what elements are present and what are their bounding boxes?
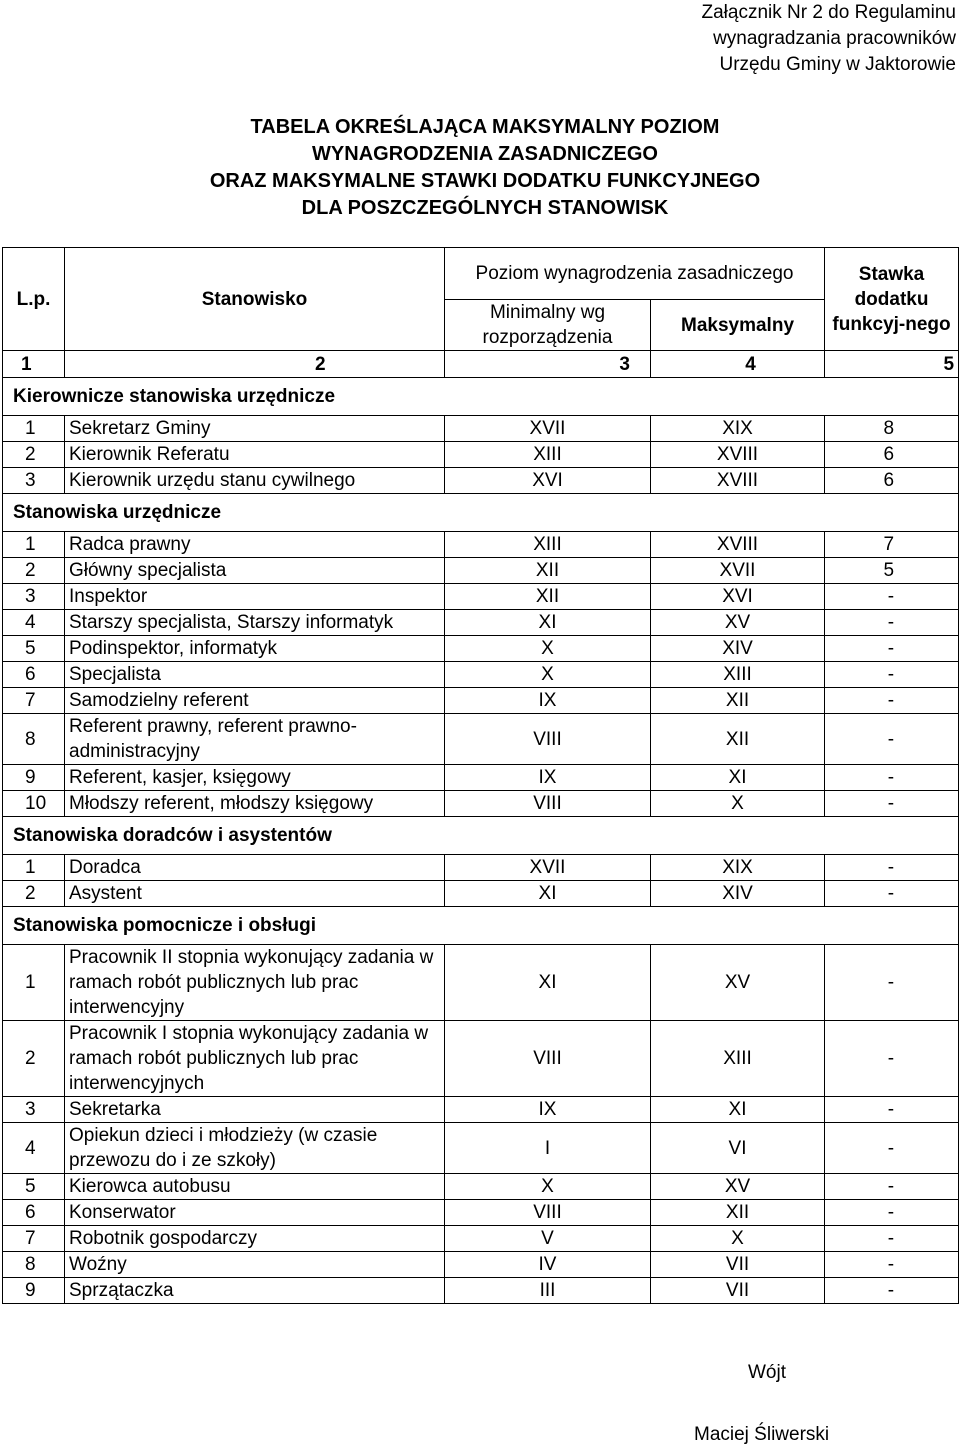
cell-lp: 3 (3, 1097, 65, 1123)
cell-stawka: - (825, 1252, 959, 1278)
cell-maksymalny: XI (651, 765, 825, 791)
cell-stawka: - (825, 1021, 959, 1097)
cell-minimalny: X (445, 662, 651, 688)
signature-role: Wójt (748, 1362, 786, 1383)
cell-minimalny: XI (445, 610, 651, 636)
table-row (3, 610, 959, 636)
cell-maksymalny: XVIII (651, 468, 825, 494)
cell-stawka: - (825, 1097, 959, 1123)
annex-line-3: Urzędu Gminy w Jaktorowie (719, 54, 956, 75)
cell-maksymalny: XIV (651, 881, 825, 907)
cell-stanowisko: Samodzielny referent (65, 688, 445, 714)
section-row (3, 494, 959, 532)
table-row (3, 1021, 959, 1097)
table-row (3, 442, 959, 468)
table-row (3, 584, 959, 610)
cell-stawka: - (825, 662, 959, 688)
section-title: Stanowiska doradców i asystentów (3, 817, 959, 855)
section-title: Stanowiska pomocnicze i obsługi (3, 907, 959, 945)
cell-stanowisko: Główny specjalista (65, 558, 445, 584)
annex-line-1: Załącznik Nr 2 do Regulaminu (701, 2, 956, 23)
table-row (3, 468, 959, 494)
cell-lp: 5 (3, 1174, 65, 1200)
cell-maksymalny: XII (651, 714, 825, 765)
title-line-1: TABELA OKREŚLAJĄCA MAKSYMALNY POZIOM (250, 116, 720, 138)
header-stawka: Stawka dodatku funkcyj-nego (825, 248, 959, 351)
cell-stanowisko: Sprzątaczka (65, 1278, 445, 1304)
cell-maksymalny: XI (651, 1097, 825, 1123)
header-poziom: Poziom wynagrodzenia zasadniczego (445, 248, 825, 300)
cell-minimalny: VIII (445, 1021, 651, 1097)
cell-stanowisko: Asystent (65, 881, 445, 907)
cell-stawka: - (825, 855, 959, 881)
cell-stanowisko: Specjalista (65, 662, 445, 688)
cell-lp: 10 (3, 791, 65, 817)
cell-lp: 1 (3, 945, 65, 1021)
table-row (3, 714, 959, 765)
cell-maksymalny: XVIII (651, 442, 825, 468)
annex-line-2: wynagradzania pracowników (713, 28, 956, 49)
cell-stanowisko: Młodszy referent, młodszy księgowy (65, 791, 445, 817)
cell-stanowisko: Radca prawny (65, 532, 445, 558)
cell-maksymalny: VI (651, 1123, 825, 1174)
cell-maksymalny: XIX (651, 855, 825, 881)
cell-maksymalny: XVI (651, 584, 825, 610)
salary-table (2, 247, 959, 1304)
table-row (3, 558, 959, 584)
table-row (3, 1226, 959, 1252)
table-row (3, 1174, 959, 1200)
cell-stanowisko: Sekretarka (65, 1097, 445, 1123)
cell-stanowisko: Sekretarz Gminy (65, 416, 445, 442)
cell-lp: 9 (3, 765, 65, 791)
cell-lp: 6 (3, 1200, 65, 1226)
header-num-1: 1 (3, 351, 65, 378)
cell-stanowisko: Robotnik gospodarczy (65, 1226, 445, 1252)
cell-maksymalny: XVII (651, 558, 825, 584)
cell-stawka: - (825, 714, 959, 765)
cell-lp: 3 (3, 468, 65, 494)
cell-lp: 7 (3, 688, 65, 714)
cell-stanowisko: Podinspektor, informatyk (65, 636, 445, 662)
cell-minimalny: XII (445, 558, 651, 584)
cell-lp: 5 (3, 636, 65, 662)
cell-minimalny: IV (445, 1252, 651, 1278)
cell-stanowisko: Kierowca autobusu (65, 1174, 445, 1200)
cell-stawka: - (825, 688, 959, 714)
cell-maksymalny: XII (651, 688, 825, 714)
cell-lp: 1 (3, 855, 65, 881)
table-row (3, 532, 959, 558)
cell-minimalny: V (445, 1226, 651, 1252)
header-num-5: 5 (825, 351, 959, 378)
cell-stawka: - (825, 1278, 959, 1304)
cell-stawka: 7 (825, 532, 959, 558)
cell-stawka: - (825, 1226, 959, 1252)
title-line-2: WYNAGRODZENIA ZASADNICZEGO (312, 143, 658, 165)
cell-maksymalny: XIX (651, 416, 825, 442)
cell-stanowisko: Starszy specjalista, Starszy informatyk (65, 610, 445, 636)
section-row (3, 907, 959, 945)
cell-maksymalny: XV (651, 945, 825, 1021)
table-body (3, 378, 959, 1304)
table-row (3, 855, 959, 881)
table-row (3, 1252, 959, 1278)
cell-stawka: - (825, 765, 959, 791)
section-row (3, 378, 959, 416)
table-row (3, 765, 959, 791)
title-line-3: ORAZ MAKSYMALNE STAWKI DODATKU FUNKCYJNEGO (209, 170, 761, 192)
cell-lp: 2 (3, 881, 65, 907)
header-maksymalny: Maksymalny (651, 300, 825, 351)
cell-maksymalny: XIV (651, 636, 825, 662)
cell-minimalny: XIII (445, 442, 651, 468)
cell-stawka: - (825, 881, 959, 907)
table-row (3, 636, 959, 662)
cell-maksymalny: XIII (651, 662, 825, 688)
cell-minimalny: IX (445, 765, 651, 791)
cell-minimalny: XIII (445, 532, 651, 558)
section-title: Kierownicze stanowiska urzędnicze (3, 378, 959, 416)
cell-stanowisko: Kierownik urzędu stanu cywilnego (65, 468, 445, 494)
cell-maksymalny: X (651, 1226, 825, 1252)
cell-stanowisko: Referent prawny, referent prawno-administracyjny (65, 714, 445, 765)
table-row (3, 662, 959, 688)
cell-stanowisko: Pracownik II stopnia wykonujący zadania w ramach robót publicznych lub prac interwencyjny (65, 945, 445, 1021)
annex-note (701, 0, 956, 78)
table-row (3, 688, 959, 714)
cell-stanowisko: Opiekun dzieci i młodzieży (w czasie przewozu do i ze szkoły) (65, 1123, 445, 1174)
cell-stawka: 6 (825, 468, 959, 494)
cell-stawka: - (825, 636, 959, 662)
cell-lp: 8 (3, 714, 65, 765)
cell-stawka: - (825, 1200, 959, 1226)
cell-minimalny: X (445, 1174, 651, 1200)
cell-minimalny: IX (445, 688, 651, 714)
cell-minimalny: IX (445, 1097, 651, 1123)
header-minimalny: Minimalny wg rozporządzenia (445, 300, 651, 351)
cell-minimalny: XVII (445, 416, 651, 442)
header-stanowisko: Stanowisko (65, 248, 445, 351)
section-title: Stanowiska urzędnicze (3, 494, 959, 532)
cell-minimalny: I (445, 1123, 651, 1174)
cell-lp: 2 (3, 442, 65, 468)
table-row (3, 945, 959, 1021)
cell-maksymalny: XII (651, 1200, 825, 1226)
cell-stawka: 8 (825, 416, 959, 442)
header-num-4: 4 (651, 351, 825, 378)
cell-maksymalny: VII (651, 1278, 825, 1304)
cell-maksymalny: XVIII (651, 532, 825, 558)
cell-minimalny: XII (445, 584, 651, 610)
section-row (3, 817, 959, 855)
cell-stanowisko: Doradca (65, 855, 445, 881)
cell-minimalny: VIII (445, 791, 651, 817)
cell-stawka: - (825, 945, 959, 1021)
cell-stawka: - (825, 610, 959, 636)
cell-stawka: 5 (825, 558, 959, 584)
cell-lp: 1 (3, 416, 65, 442)
cell-stanowisko: Pracownik I stopnia wykonujący zadania w ramach robót publicznych lub prac interwencyjnych (65, 1021, 445, 1097)
cell-maksymalny: XIII (651, 1021, 825, 1097)
cell-minimalny: XVI (445, 468, 651, 494)
cell-stawka: 6 (825, 442, 959, 468)
header-lp: L.p. (3, 248, 65, 351)
cell-lp: 4 (3, 610, 65, 636)
header-num-3: 3 (445, 351, 651, 378)
cell-stawka: - (825, 1123, 959, 1174)
cell-maksymalny: XV (651, 1174, 825, 1200)
header-num-2: 2 (65, 351, 445, 378)
cell-stanowisko: Konserwator (65, 1200, 445, 1226)
cell-minimalny: III (445, 1278, 651, 1304)
table-row (3, 1123, 959, 1174)
cell-maksymalny: VII (651, 1252, 825, 1278)
cell-lp: 3 (3, 584, 65, 610)
cell-stanowisko: Referent, kasjer, księgowy (65, 765, 445, 791)
cell-lp: 2 (3, 1021, 65, 1097)
table-row (3, 416, 959, 442)
cell-stanowisko: Kierownik Referatu (65, 442, 445, 468)
cell-lp: 9 (3, 1278, 65, 1304)
cell-minimalny: XVII (445, 855, 651, 881)
cell-lp: 1 (3, 532, 65, 558)
table-row (3, 1097, 959, 1123)
cell-minimalny: XI (445, 945, 651, 1021)
cell-lp: 2 (3, 558, 65, 584)
cell-lp: 7 (3, 1226, 65, 1252)
cell-maksymalny: XV (651, 610, 825, 636)
signature-name: Maciej Śliwerski (694, 1424, 830, 1445)
cell-minimalny: VIII (445, 714, 651, 765)
cell-maksymalny: X (651, 791, 825, 817)
cell-minimalny: X (445, 636, 651, 662)
table-row (3, 1278, 959, 1304)
cell-stawka: - (825, 791, 959, 817)
title-line-4: DLA POSZCZEGÓLNYCH STANOWISK (301, 197, 669, 219)
table-row (3, 791, 959, 817)
document-title (0, 114, 960, 222)
cell-lp: 8 (3, 1252, 65, 1278)
cell-stanowisko: Inspektor (65, 584, 445, 610)
cell-stawka: - (825, 1174, 959, 1200)
table-row (3, 1200, 959, 1226)
table-row (3, 881, 959, 907)
cell-lp: 4 (3, 1123, 65, 1174)
cell-stanowisko: Woźny (65, 1252, 445, 1278)
cell-lp: 6 (3, 662, 65, 688)
cell-minimalny: VIII (445, 1200, 651, 1226)
cell-stawka: - (825, 584, 959, 610)
cell-minimalny: XI (445, 881, 651, 907)
